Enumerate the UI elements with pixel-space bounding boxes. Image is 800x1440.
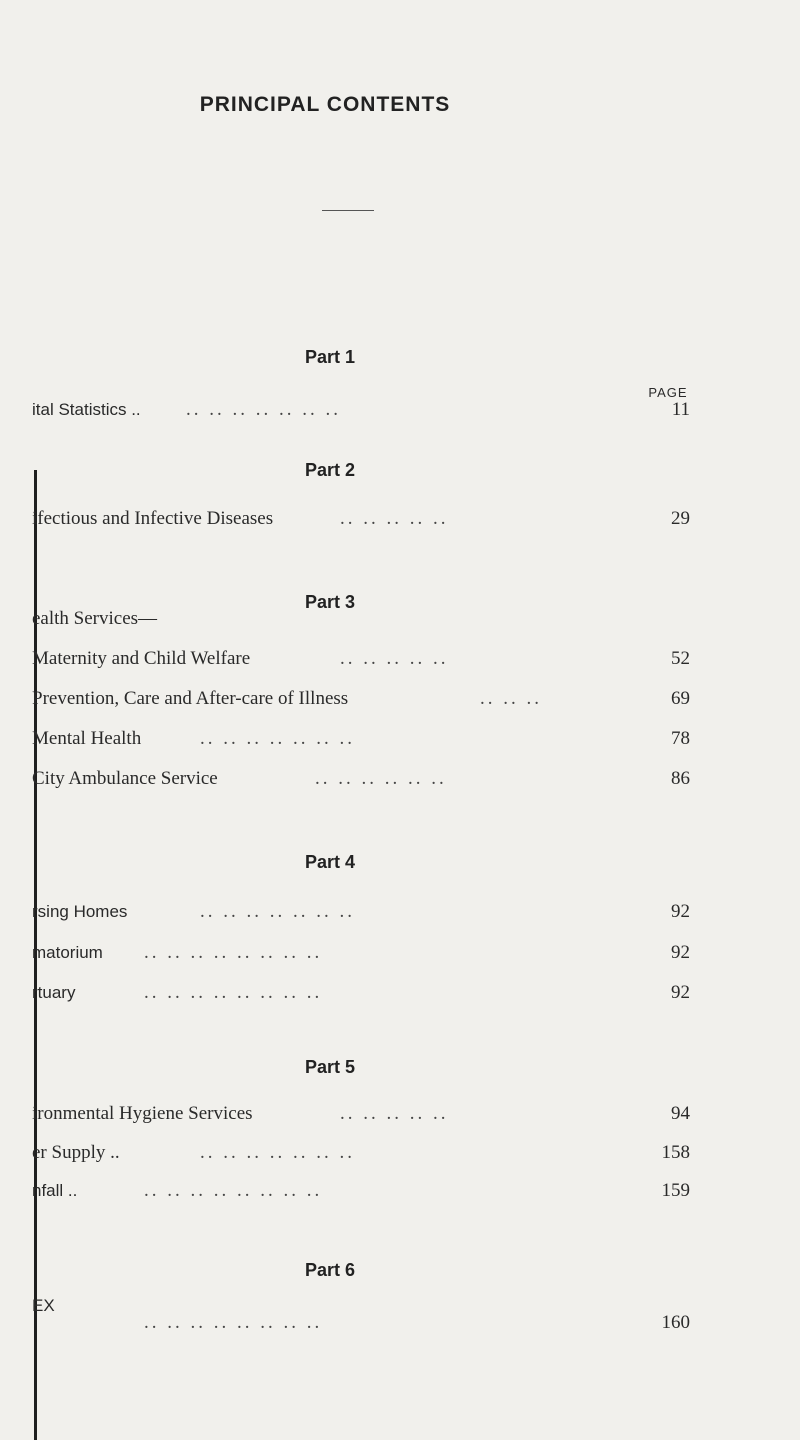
- title-divider: [322, 210, 374, 211]
- toc-entry-label: nfall ..: [32, 1181, 78, 1200]
- toc-entry: [0, 506, 710, 532]
- leader-dots: .. .. .. .. .. .. ..: [200, 1142, 355, 1163]
- toc-entry-label: matorium: [32, 943, 103, 962]
- toc-entry: [0, 1101, 710, 1127]
- toc-entry-page: 86: [671, 768, 690, 789]
- leader-dots: .. .. .. .. .. .. ..: [200, 901, 355, 922]
- toc-entry-label: ironmental Hygiene Services: [32, 1103, 253, 1124]
- toc-entry-page: 158: [661, 1142, 690, 1163]
- toc-entry-page: 92: [671, 901, 690, 922]
- leader-dots: .. .. .. .. .. .. .. ..: [144, 942, 323, 963]
- toc-entry: [0, 1140, 710, 1166]
- toc-entry-label: City Ambulance Service: [32, 768, 218, 789]
- toc-entry: [0, 646, 710, 672]
- part-heading: Part 5: [304, 1057, 356, 1077]
- toc-entry-label: Maternity and Child Welfare: [32, 648, 251, 669]
- toc-entry-page: 92: [671, 942, 690, 963]
- page-column-header: PAGE: [648, 385, 688, 400]
- toc-entry-label: rsing Homes: [32, 902, 128, 921]
- part-heading: Part 4: [304, 852, 356, 872]
- toc-entry-page: 78: [671, 728, 690, 749]
- toc-entry-page: 69: [671, 688, 690, 709]
- toc-entry: [0, 397, 710, 423]
- toc-entry: [0, 980, 710, 1006]
- leader-dots: .. .. .. .. .. ..: [315, 768, 447, 789]
- leader-dots: .. .. ..: [480, 688, 542, 709]
- leader-dots: .. .. .. .. ..: [340, 648, 449, 669]
- toc-entry: [0, 940, 710, 966]
- leader-dots: .. .. .. .. .. .. ..: [186, 399, 341, 420]
- page-title: PRINCIPAL CONTENTS: [199, 93, 451, 116]
- toc-entry-label: EX: [32, 1296, 55, 1315]
- section-subheading: ealth Services—: [32, 608, 158, 629]
- part-heading: Part 2: [304, 460, 356, 480]
- toc-entry-label: er Supply ..: [32, 1142, 120, 1163]
- toc-entry-label: Mental Health: [32, 728, 142, 749]
- toc-entry-label: ifectious and Infective Diseases: [32, 508, 274, 529]
- leader-dots: .. .. .. .. ..: [340, 1103, 449, 1124]
- toc-entry-page: 94: [671, 1103, 690, 1124]
- leader-dots: .. .. .. .. .. .. ..: [200, 728, 355, 749]
- toc-entry-label: ital Statistics ..: [32, 400, 141, 419]
- part-heading: Part 1: [304, 347, 356, 367]
- part-heading: Part 6: [304, 1260, 356, 1280]
- toc-entry-page: 11: [671, 399, 690, 420]
- leader-dots: .. .. .. .. .. .. .. ..: [144, 1312, 323, 1333]
- toc-entry: [0, 899, 710, 925]
- toc-entry-page: 29: [671, 508, 690, 529]
- part-heading: Part 3: [304, 592, 356, 612]
- toc-entry: [0, 726, 710, 752]
- toc-entry-leader: [0, 1310, 710, 1336]
- toc-entry: [0, 686, 710, 712]
- toc-entry-page: 52: [671, 648, 690, 669]
- toc-entry: [0, 766, 710, 792]
- toc-entry: [0, 1178, 710, 1204]
- toc-entry-page: 159: [661, 1180, 690, 1201]
- leader-dots: .. .. .. .. ..: [340, 508, 449, 529]
- leader-dots: .. .. .. .. .. .. .. ..: [144, 982, 323, 1003]
- leader-dots: .. .. .. .. .. .. .. ..: [144, 1180, 323, 1201]
- toc-entry-page: 160: [661, 1312, 690, 1333]
- toc-entry-label: Prevention, Care and After-care of Illness: [32, 688, 349, 709]
- toc-entry-page: 92: [671, 982, 690, 1003]
- toc-entry-label: rtuary: [32, 983, 76, 1002]
